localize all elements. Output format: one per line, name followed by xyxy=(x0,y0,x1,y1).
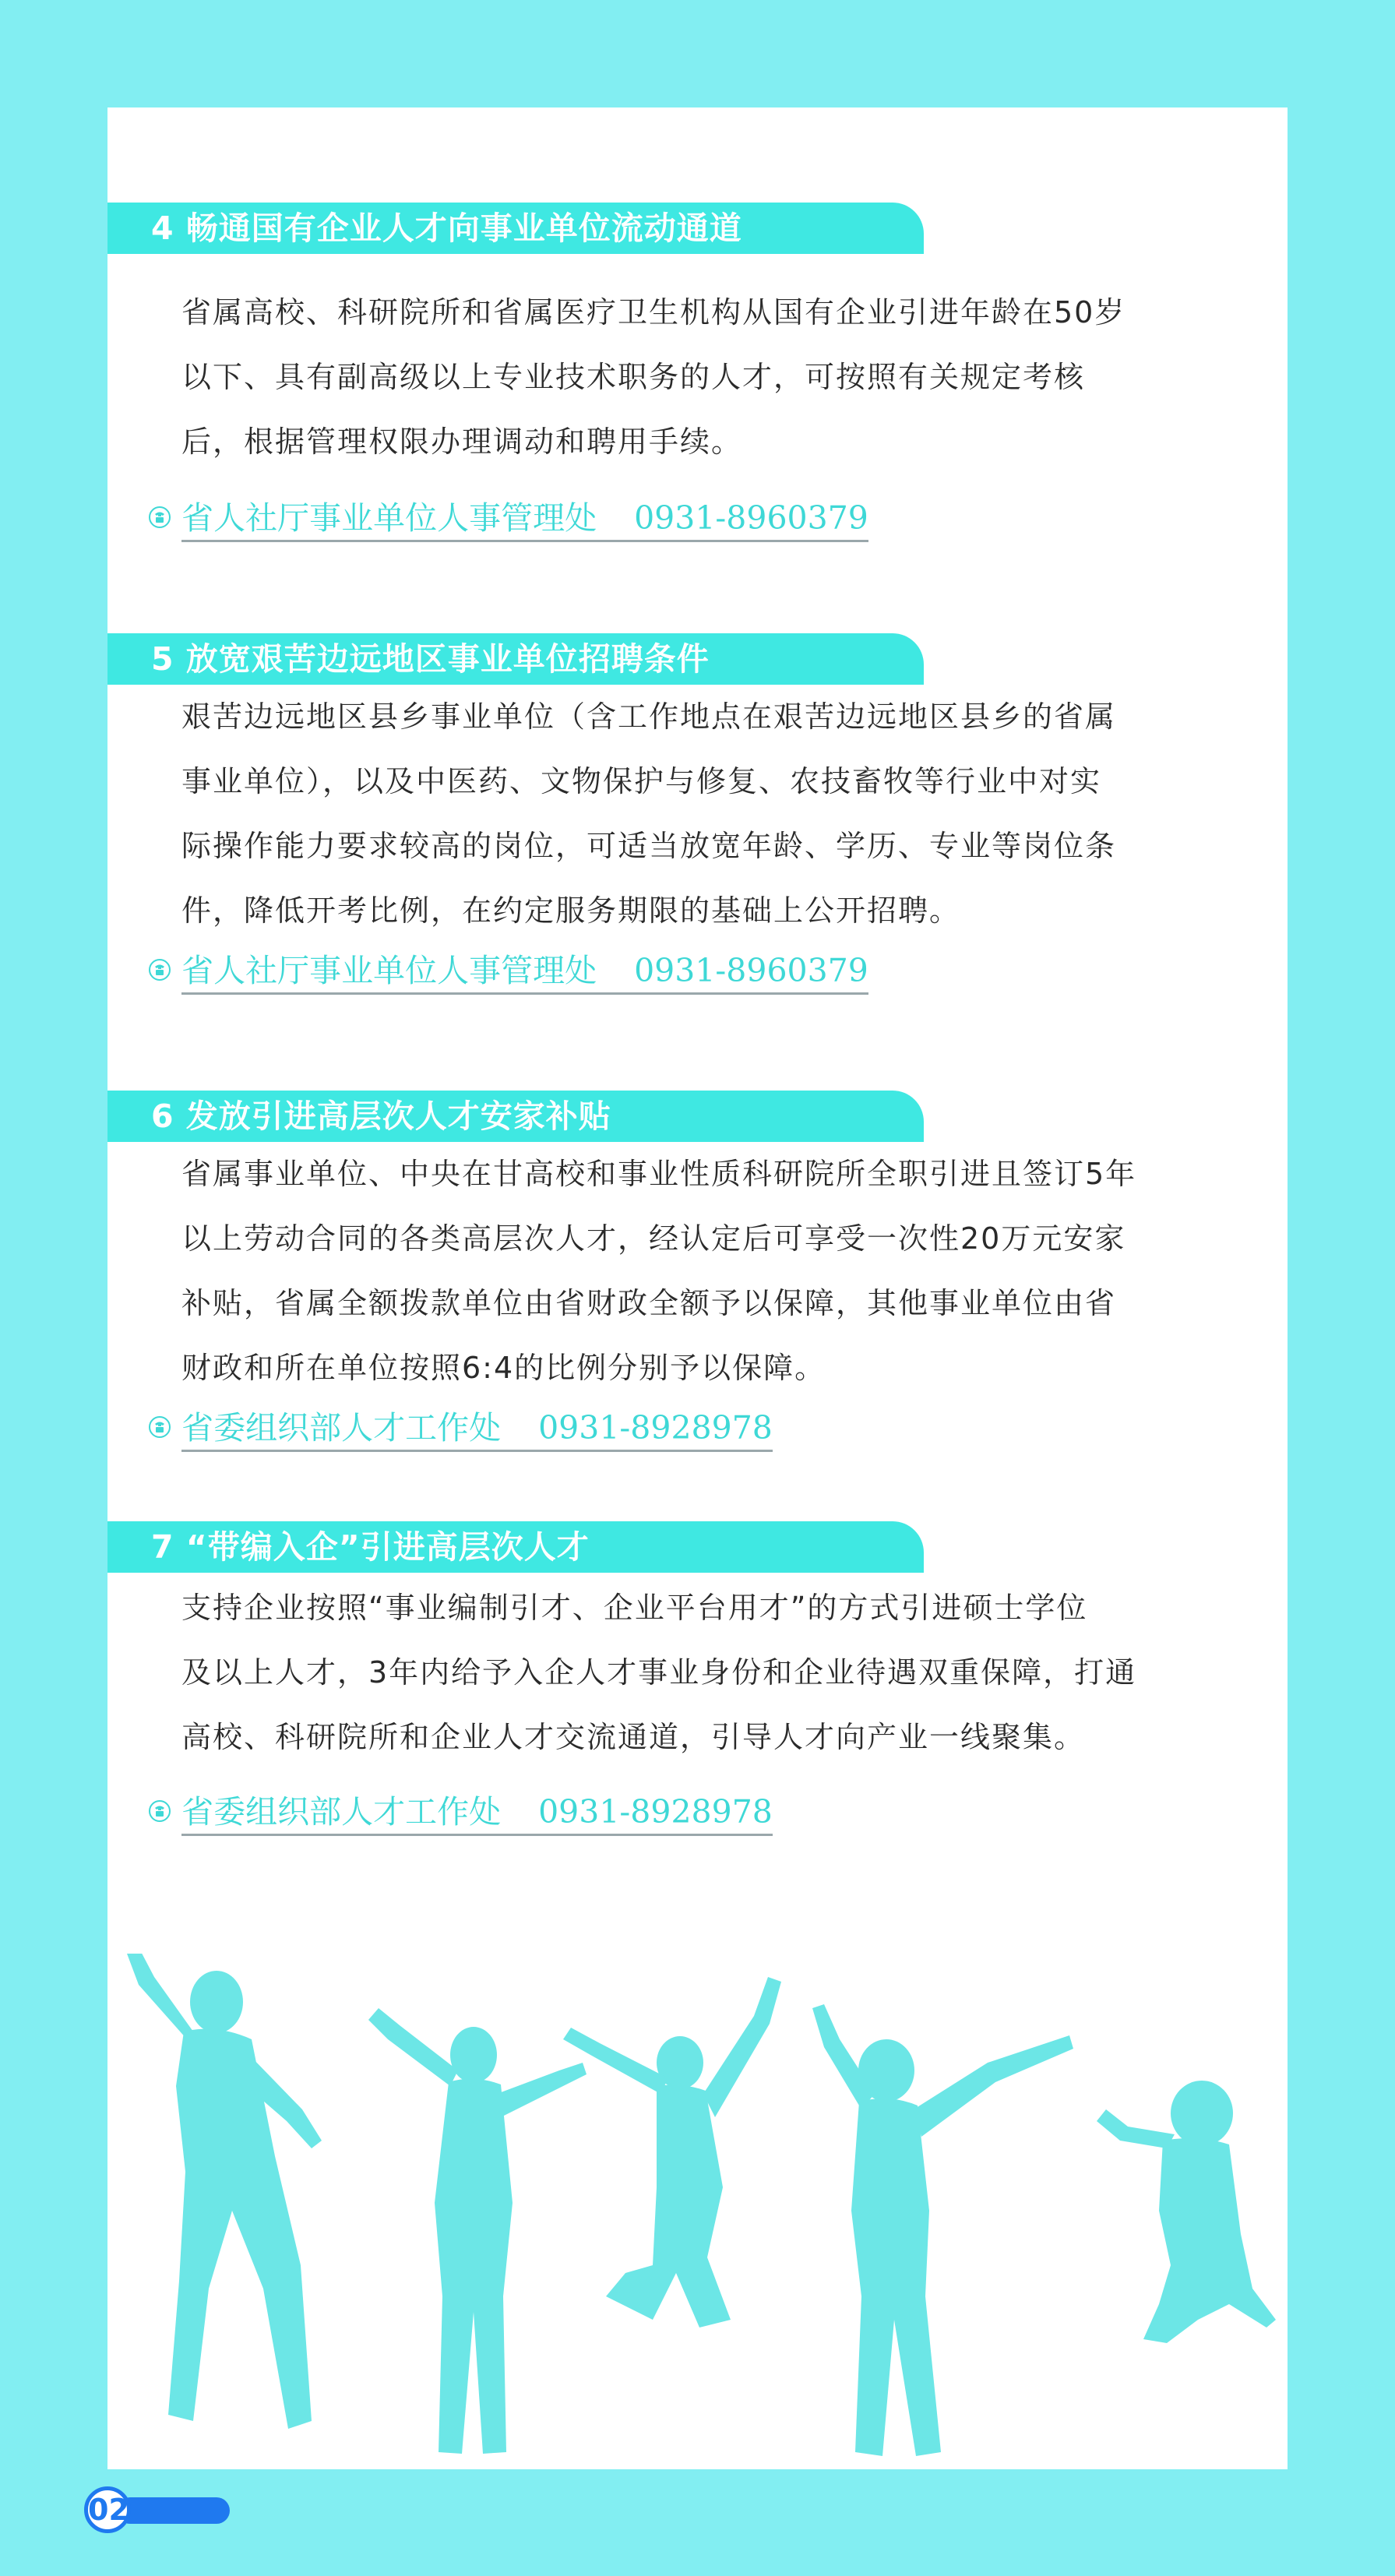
section-4-title: 4 畅通国有企业人才向事业单位流动通道 xyxy=(151,210,742,247)
section-7-contact xyxy=(148,1786,773,1831)
section-5-line-4: 件，降低开考比例，在约定服务期限的基础上公开招聘。 xyxy=(181,893,961,928)
section-6-line-4: 财政和所在单位按照6:4的比例分别予以保障。 xyxy=(181,1351,826,1385)
section-7-contact-link[interactable] xyxy=(181,1786,773,1836)
silhouette-figure-3 xyxy=(563,1977,781,2328)
silhouette-figure-2 xyxy=(368,2008,587,2454)
phone-icon xyxy=(148,506,171,529)
section-5-contact-dept: 省人社厅事业单位人事管理处 xyxy=(181,952,597,989)
section-6-contact xyxy=(148,1402,773,1447)
section-6-line-1: 省属事业单位、中央在甘高校和事业性质科研院所全职引进且签订5年 xyxy=(181,1157,1137,1191)
section-5-contact-phone: 0931-8960379 xyxy=(634,952,868,989)
section-5-line-3: 际操作能力要求较高的岗位，可适当放宽年龄、学历、专业等岗位条 xyxy=(181,829,1117,863)
section-5-banner xyxy=(107,633,924,685)
section-6-contact-link[interactable] xyxy=(181,1402,773,1452)
section-6-line-3: 补贴，省属全额拨款单位由省财政全额予以保障，其他事业单位由省 xyxy=(181,1286,1117,1320)
section-4-contact-link[interactable] xyxy=(181,492,868,542)
section-6-title: 6 发放引进高层次人才安家补贴 xyxy=(151,1098,611,1135)
section-7-contact-phone: 0931-8928978 xyxy=(538,1793,773,1831)
phone-icon xyxy=(148,1799,171,1823)
section-5-contact xyxy=(148,945,868,989)
page-number-bar xyxy=(117,2497,230,2524)
section-7-contact-dept: 省委组织部人才工作处 xyxy=(181,1793,502,1831)
section-7-banner xyxy=(107,1521,924,1573)
section-4-contact xyxy=(148,492,868,537)
section-7-title: 7 “带编入企”引进高层次人才 xyxy=(151,1528,590,1566)
content-page xyxy=(107,107,1288,2469)
section-4-contact-dept: 省人社厅事业单位人事管理处 xyxy=(181,499,597,537)
silhouette-figure-5 xyxy=(1097,2081,1276,2343)
silhouette-figure-1 xyxy=(125,1954,322,2429)
section-7-line-3: 高校、科研院所和企业人才交流通道，引导人才向产业一线聚集。 xyxy=(181,1720,1086,1754)
section-4-line-3: 后，根据管理权限办理调动和聘用手续。 xyxy=(181,425,743,459)
section-5-contact-link[interactable] xyxy=(181,945,868,995)
section-5-line-1: 艰苦边远地区县乡事业单位（含工作地点在艰苦边远地区县乡的省属 xyxy=(181,700,1117,734)
page-number: 02 xyxy=(84,2486,131,2533)
section-6-contact-dept: 省委组织部人才工作处 xyxy=(181,1409,502,1447)
section-6-contact-phone: 0931-8928978 xyxy=(538,1409,773,1447)
section-4-body xyxy=(181,280,1233,474)
section-6-banner xyxy=(107,1091,924,1142)
section-4-line-1: 省属高校、科研院所和省属医疗卫生机构从国有企业引进年龄在50岁 xyxy=(181,295,1126,329)
silhouette-figure-4 xyxy=(812,2004,1073,2456)
section-5-body xyxy=(181,685,1233,943)
section-7-body xyxy=(181,1576,1233,1770)
section-6-body xyxy=(181,1142,1233,1401)
phone-icon xyxy=(148,958,171,981)
section-7-line-1: 支持企业按照“事业编制引才、企业平台用才”的方式引进硕士学位 xyxy=(181,1591,1088,1625)
section-5-title: 5 放宽艰苦边远地区事业单位招聘条件 xyxy=(151,640,710,678)
jumping-people-silhouettes-icon xyxy=(107,1954,1288,2469)
section-5-line-2: 事业单位），以及中医药、文物保护与修复、农技畜牧等行业中对实 xyxy=(181,764,1102,798)
section-4-contact-phone: 0931-8960379 xyxy=(634,499,868,537)
section-4-banner xyxy=(107,203,924,254)
section-6-line-2: 以上劳动合同的各类高层次人才，经认定后可享受一次性20万元安家 xyxy=(181,1221,1126,1256)
section-7-line-2: 及以上人才，3年内给予入企人才事业身份和企业待遇双重保障，打通 xyxy=(181,1655,1137,1690)
section-4-line-2: 以下、具有副高级以上专业技术职务的人才，可按照有关规定考核 xyxy=(181,360,1086,394)
phone-icon xyxy=(148,1415,171,1439)
